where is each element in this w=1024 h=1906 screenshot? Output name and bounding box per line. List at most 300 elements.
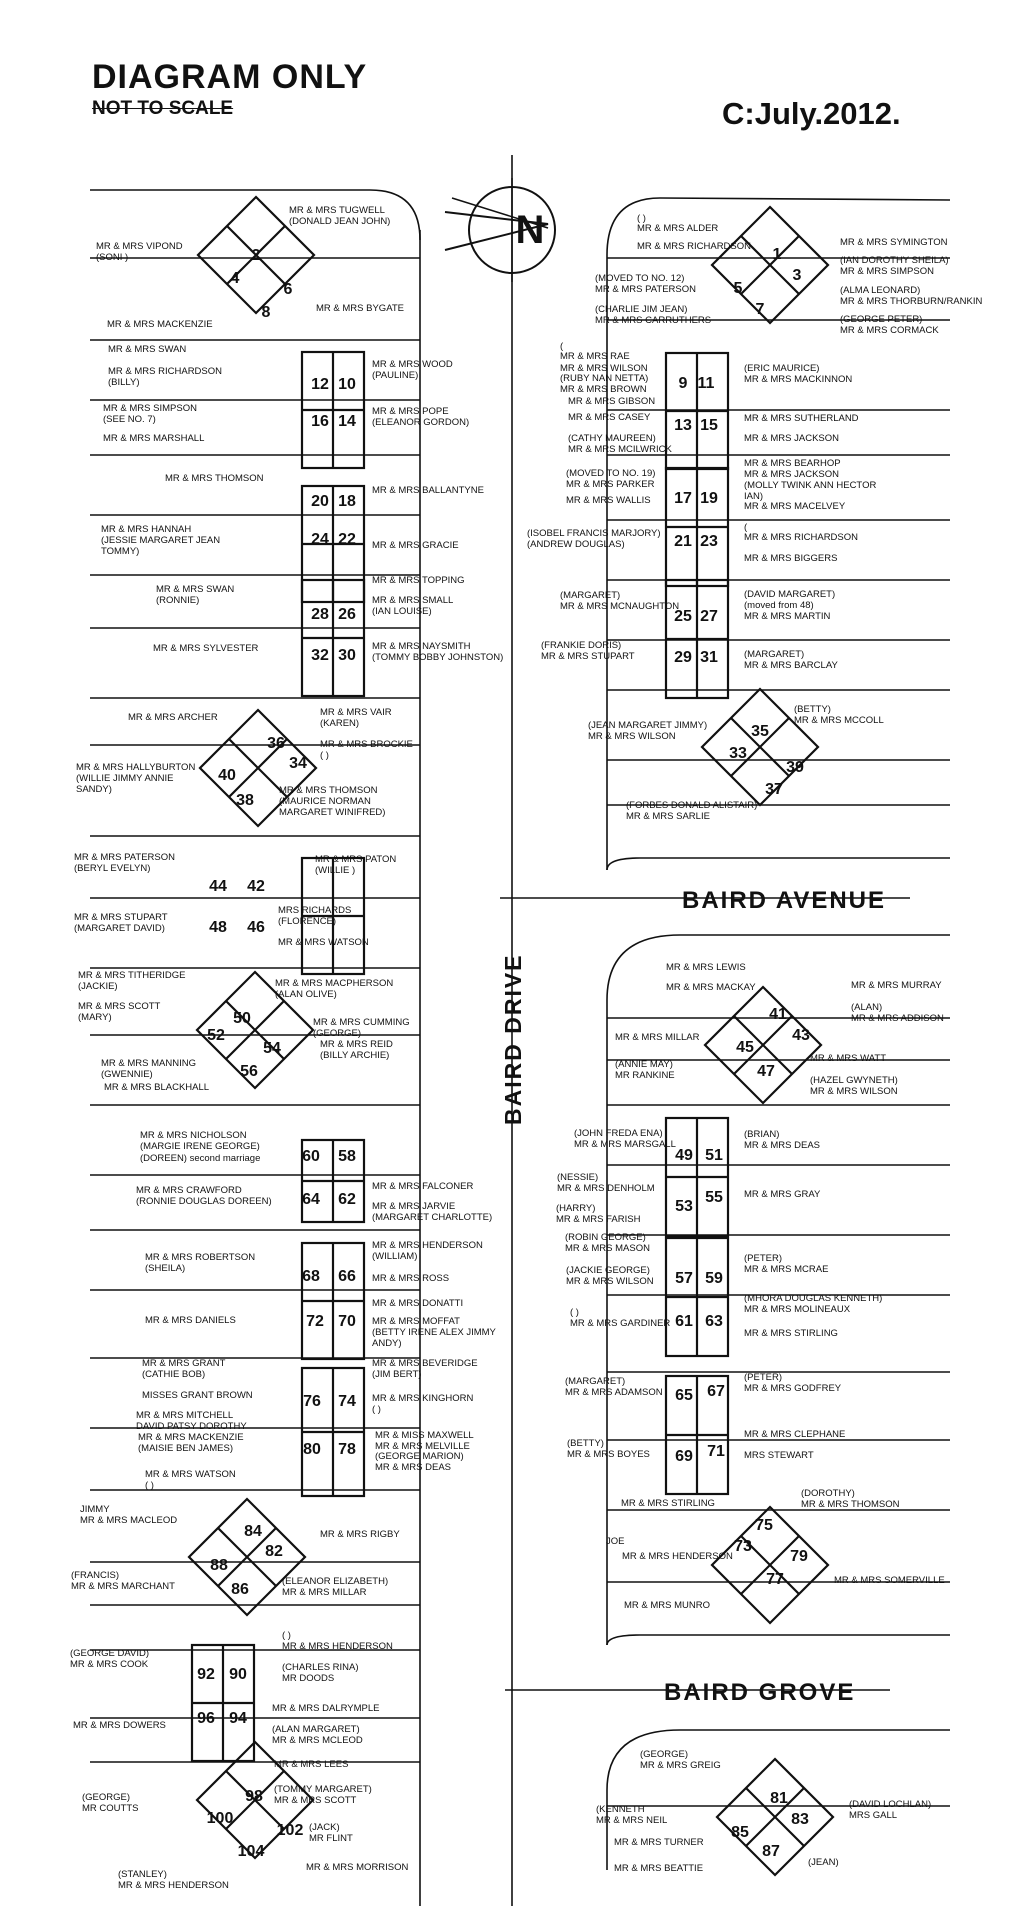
house-number: 12	[311, 376, 329, 393]
resident-label: MR & MRS CASEY	[568, 412, 651, 423]
resident-label: MR RANKINE	[615, 1070, 675, 1081]
resident-label: (MARY)	[78, 1012, 112, 1023]
resident-label: (HARRY)	[556, 1203, 596, 1214]
resident-label: MR & MISS MAXWELL	[375, 1430, 474, 1441]
resident-label: MR & MRS MARTIN	[744, 611, 831, 622]
house-number: 16	[311, 413, 329, 430]
resident-label: ( )	[145, 1480, 154, 1491]
resident-label: (ELEANOR GORDON)	[372, 417, 470, 428]
house-number: 36	[267, 735, 285, 752]
house-block-semi	[192, 1645, 254, 1761]
resident-label: MR & MRS DANIELS	[145, 1315, 236, 1326]
resident-label: (GEORGE DAVID)	[70, 1648, 149, 1659]
resident-label: (NESSIE)	[557, 1172, 599, 1183]
resident-label: (ALAN OLIVE)	[275, 989, 337, 1000]
resident-label: MR & MRS STUPART	[541, 651, 635, 662]
resident-label: MR & MRS KINGHORN	[372, 1393, 474, 1404]
resident-label: (moved from 48)	[744, 600, 814, 611]
resident-label: MR & MRS CARRUTHERS	[595, 315, 712, 326]
resident-label: MR & MRS DEAS	[375, 1462, 452, 1473]
resident-label: MR & MRS JACKSON	[744, 433, 840, 444]
house-number: 55	[705, 1189, 723, 1206]
house-number: 18	[338, 493, 356, 510]
resident-label: (JOHN FREDA ENA)	[574, 1128, 663, 1139]
resident-label: MR & MRS BEATTIE	[614, 1863, 704, 1874]
house-number: 69	[675, 1448, 693, 1465]
house-number: 98	[245, 1788, 263, 1805]
resident-label: MR & MRS VIPOND	[96, 241, 183, 252]
house-number: 7	[755, 301, 765, 318]
resident-label: (JIM BERT)	[372, 1369, 422, 1380]
resident-label: MR & MRS BOYES	[567, 1449, 650, 1460]
house-number: 65	[675, 1387, 693, 1404]
house-number: 94	[229, 1710, 247, 1727]
resident-label: MR & MRS MILLAR	[615, 1032, 700, 1043]
resident-label: (BETTY IRENE ALEX JIMMY	[372, 1327, 496, 1338]
resident-label: MR & MRS MACELVEY	[744, 501, 846, 512]
house-number: 22	[338, 531, 356, 548]
resident-label: (BILLY)	[108, 377, 140, 388]
house-number: 87	[762, 1843, 780, 1860]
resident-label: MR & MRS HENDERSON	[118, 1880, 229, 1891]
house-block-semi	[666, 1238, 728, 1356]
diagram-title: DIAGRAM ONLY	[92, 58, 368, 96]
resident-label: (DONALD JEAN JOHN)	[289, 216, 391, 227]
resident-label: MR & MRS MACKAY	[666, 982, 756, 993]
house-number: 15	[700, 417, 718, 434]
resident-label: (BETTY)	[794, 704, 831, 715]
house-number: 53	[675, 1198, 693, 1215]
resident-label: MR & MRS MUNRO	[624, 1600, 711, 1611]
resident-label: MARGARET WINIFRED)	[279, 807, 386, 818]
resident-label: SANDY)	[76, 784, 112, 795]
house-number: 74	[338, 1393, 356, 1410]
resident-label: MR & MRS THOMSON	[165, 473, 264, 484]
house-number: 13	[674, 417, 692, 434]
house-block-semi	[666, 580, 728, 698]
resident-label: MR & MRS BEVERIDGE	[372, 1358, 478, 1369]
resident-label: MR & MRS WATSON	[278, 937, 369, 948]
house-number: 54	[263, 1040, 281, 1057]
resident-label: (ALMA LEONARD)	[840, 285, 921, 296]
resident-label: MR & MRS DOWERS	[73, 1720, 166, 1731]
resident-label: MR & MRS JACKSON	[744, 469, 840, 480]
resident-label: MR DOODS	[282, 1673, 335, 1684]
resident-label: MR & MRS HENDERSON	[622, 1551, 733, 1562]
resident-label: MR & MRS MITCHELL	[136, 1410, 234, 1421]
house-number: 56	[240, 1063, 258, 1080]
house-number: 47	[757, 1063, 775, 1080]
house-number: 21	[674, 533, 692, 550]
resident-label: (WILLIE JIMMY ANNIE	[76, 773, 174, 784]
house-number: 43	[792, 1027, 810, 1044]
house-number: 90	[229, 1666, 247, 1683]
resident-label: (MOVED TO NO. 12)	[595, 273, 685, 284]
resident-label: MR & MRS SWAN	[108, 344, 187, 355]
resident-label: (IAN LOUISE)	[372, 606, 432, 617]
resident-label: (MARGIE IRENE GEORGE)	[140, 1141, 260, 1152]
resident-label: MRS STEWART	[744, 1450, 814, 1461]
house-number: 11	[697, 375, 715, 392]
resident-label: ( )	[320, 750, 329, 761]
resident-label: MR & MRS MCCOLL	[794, 715, 884, 726]
house-number: 33	[729, 745, 747, 762]
resident-label: (BRIAN)	[744, 1129, 780, 1140]
resident-label: (KENNETH	[596, 1804, 645, 1815]
resident-label: (CHARLES RINA)	[282, 1662, 359, 1673]
resident-label: (SHEILA)	[145, 1263, 186, 1274]
resident-label: MR & MRS HENDERSON	[372, 1240, 483, 1251]
resident-label: (MARGARET DAVID)	[74, 923, 165, 934]
resident-label: MR & MRS GRANT	[142, 1358, 226, 1369]
house-number: 63	[705, 1313, 723, 1330]
house-block-semi	[302, 1243, 364, 1359]
resident-label: MR & MRS NAYSMITH	[372, 641, 471, 652]
house-number: 14	[338, 413, 356, 430]
resident-label: (JACK)	[309, 1822, 340, 1833]
house-block-diamond	[712, 207, 828, 323]
house-number: 104	[237, 1843, 265, 1860]
house-number: 45	[736, 1039, 754, 1056]
resident-label: (BETTY)	[567, 1438, 604, 1449]
resident-label: MR & MRS PATON	[315, 854, 397, 865]
resident-label: MR & MRS MCILWRICK	[568, 444, 672, 455]
resident-label: MR & MRS DALRYMPLE	[272, 1703, 380, 1714]
resident-label: DAVID PATSY DOROTHY	[136, 1421, 247, 1432]
resident-label: MR & MRS WALLIS	[566, 495, 651, 506]
resident-label: (DOROTHY)	[801, 1488, 855, 1499]
house-number: 38	[236, 792, 254, 809]
house-number: 19	[700, 490, 718, 507]
house-number: 86	[231, 1581, 249, 1598]
house-number: 83	[791, 1811, 809, 1828]
resident-label: (MAURICE NORMAN	[279, 796, 371, 807]
resident-label: MR & MRS PATERSON	[74, 852, 175, 863]
house-number: 25	[674, 608, 692, 625]
resident-label: MR & MRS HENDERSON	[282, 1641, 393, 1652]
house-number: 37	[765, 781, 783, 798]
resident-label: (PETER)	[744, 1372, 782, 1383]
resident-label: MR & MRS BLACKHALL	[104, 1082, 210, 1093]
house-number: 34	[289, 755, 307, 772]
resident-label: MR & MRS TOPPING	[372, 575, 465, 586]
resident-label: MR & MRS FALCONER	[372, 1181, 474, 1192]
resident-label: ( )	[570, 1307, 579, 1318]
resident-label: IAN)	[744, 491, 763, 502]
resident-label: MR & MRS WILSON	[566, 1276, 654, 1287]
resident-label: MR & MRS SYLVESTER	[153, 643, 259, 654]
resident-label: MR & MRS SYMINGTON	[840, 237, 948, 248]
resident-label: (PAULINE)	[372, 370, 419, 381]
resident-label: MR & MRS STIRLING	[621, 1498, 715, 1509]
resident-label: (GEORGE PETER)	[840, 314, 923, 325]
resident-label: MR & MRS DENHOLM	[557, 1183, 655, 1194]
house-number: 88	[210, 1557, 228, 1574]
resident-label: (RONNIE DOUGLAS DOREEN)	[136, 1196, 272, 1207]
resident-label: (MARGARET)	[744, 649, 805, 660]
resident-label: (MAISIE BEN JAMES)	[138, 1443, 234, 1454]
resident-label: (CATHIE BOB)	[142, 1369, 206, 1380]
resident-label: (FRANKIE DORIS)	[541, 640, 622, 651]
resident-label: (DAVID LOCHLAN)	[849, 1799, 932, 1810]
house-number: 72	[306, 1313, 324, 1330]
resident-label: (GEORGE)	[313, 1028, 362, 1039]
house-number: 50	[233, 1010, 251, 1027]
house-number: 79	[790, 1548, 808, 1565]
resident-label: (FLORENCE)	[278, 916, 337, 927]
resident-label: (DOREEN) second marriage	[140, 1153, 261, 1164]
house-number: 82	[265, 1543, 283, 1560]
resident-label: MR & MRS NICHOLSON	[140, 1130, 247, 1141]
resident-label: (ERIC MAURICE)	[744, 363, 820, 374]
house-number: 57	[675, 1270, 693, 1287]
resident-label: (RONNIE)	[156, 595, 200, 606]
date-label: C:July.2012.	[722, 96, 901, 131]
scale-note: NOT TO SCALE	[92, 98, 234, 119]
house-number: 49	[675, 1147, 693, 1164]
house-number: 61	[675, 1313, 693, 1330]
resident-label: MR & MRS RICHARDSON	[637, 241, 752, 252]
resident-label: MR & MRS BROCKIE	[320, 739, 413, 750]
house-number: 42	[247, 878, 265, 895]
resident-label: (ELEANOR ELIZABETH)	[282, 1576, 389, 1587]
resident-label: MR & MRS MARCHANT	[71, 1581, 175, 1592]
resident-label: MR & MRS WILSON	[810, 1086, 898, 1097]
resident-label: (BERYL EVELYN)	[74, 863, 151, 874]
resident-label: (JEAN)	[808, 1857, 839, 1868]
resident-label: MR & MRS BROWN	[560, 384, 647, 395]
resident-label: MR & MRS MACKINNON	[744, 374, 853, 385]
resident-label: MR & MRS CRAWFORD	[136, 1185, 242, 1196]
house-number: 100	[206, 1810, 234, 1827]
resident-label: MR & MRS SARLIE	[626, 811, 710, 822]
resident-label: (HAZEL GWYNETH)	[810, 1075, 898, 1086]
resident-label: MR & MRS MARSHALL	[103, 433, 205, 444]
resident-label: MR & MRS THORBURN/RANKIN	[840, 296, 983, 307]
resident-label: MR & MRS MCLEOD	[272, 1735, 363, 1746]
resident-label: MR & MRS JARVIE	[372, 1201, 456, 1212]
resident-label: MR & MRS BIGGERS	[744, 553, 838, 564]
house-number: 40	[218, 767, 236, 784]
resident-label: (JEAN MARGARET JIMMY)	[588, 720, 708, 731]
resident-label: MR & MRS GREIG	[640, 1760, 721, 1771]
resident-label: MISSES GRANT BROWN	[142, 1390, 253, 1401]
resident-label: MR & MRS SIMPSON	[840, 266, 934, 277]
house-number: 48	[209, 919, 227, 936]
resident-label: MR & MRS TUGWELL	[289, 205, 385, 216]
resident-label: (GEORGE)	[82, 1792, 131, 1803]
resident-label: (MARGARET CHARLOTTE)	[372, 1212, 493, 1223]
resident-label: MR & MRS MCNAUGHTON	[560, 601, 680, 612]
resident-label: (JACKIE)	[78, 981, 118, 992]
house-number: 41	[769, 1006, 787, 1023]
resident-label: MR & MRS MOLINEAUX	[744, 1304, 851, 1315]
resident-label: (MOLLY TWINK ANN HECTOR	[744, 480, 877, 491]
house-number: 85	[731, 1824, 749, 1841]
resident-label: MR & MRS WOOD	[372, 359, 453, 370]
resident-label: MR & MRS HALLYBURTON	[76, 762, 196, 773]
resident-label: (DAVID MARGARET)	[744, 589, 836, 600]
house-block-semi	[666, 353, 728, 469]
resident-label: (GWENNIE)	[101, 1069, 153, 1080]
house-number: 84	[244, 1523, 262, 1540]
resident-label: MR & MRS STUPART	[74, 912, 168, 923]
resident-label: (MARGARET)	[560, 590, 621, 601]
resident-label: MR & MRS GIBSON	[568, 396, 656, 407]
resident-label: MR & MRS CORMACK	[840, 325, 939, 336]
house-block-semi	[302, 1368, 364, 1496]
resident-label: MR & MRS MOFFAT	[372, 1316, 460, 1327]
resident-label: (ANNIE MAY)	[615, 1059, 673, 1070]
compass-north-letter: N	[515, 208, 545, 252]
house-number: 81	[770, 1790, 788, 1807]
resident-label: MR & MRS ARCHER	[128, 712, 218, 723]
resident-label: MR & MRS GRACIE	[372, 540, 459, 551]
house-number: 70	[338, 1313, 356, 1330]
resident-label: (GEORGE)	[640, 1749, 689, 1760]
resident-label: MR & MRS RICHARDSON	[744, 532, 859, 543]
resident-label: MR & MRS MORRISON	[306, 1862, 409, 1873]
resident-label: MR & MRS BARCLAY	[744, 660, 838, 671]
house-number: 78	[338, 1441, 356, 1458]
house-number: 66	[338, 1268, 356, 1285]
resident-label: (WILLIAM)	[372, 1251, 418, 1262]
resident-label: MR & MRS BEARHOP	[744, 458, 841, 469]
resident-label: MR & MRS THOMSON	[279, 785, 378, 796]
house-number: 26	[338, 606, 356, 623]
resident-label: ( )	[637, 213, 646, 224]
house-number: 39	[786, 759, 804, 776]
resident-label: MR & MRS RICHARDSON	[108, 366, 223, 377]
resident-label: MRS GALL	[849, 1810, 898, 1821]
resident-label: MR & MRS SOMERVILLE	[834, 1575, 945, 1586]
resident-label: MR & MRS GRAY	[744, 1189, 821, 1200]
resident-label: MR & MRS TURNER	[614, 1837, 704, 1848]
resident-label: (FRANCIS)	[71, 1570, 120, 1581]
resident-label: MR & MRS VAIR	[320, 707, 392, 718]
street-label-baird-grove: BAIRD GROVE	[664, 1679, 856, 1706]
house-number: 23	[700, 533, 718, 550]
resident-label: MR & MRS STIRLING	[744, 1328, 838, 1339]
resident-label: MR & MRS MACPHERSON	[275, 978, 394, 989]
house-number: 71	[707, 1443, 725, 1460]
resident-label: MR COUTTS	[82, 1803, 139, 1814]
resident-label: (MOVED TO NO. 19)	[566, 468, 656, 479]
resident-label: (ALAN MARGARET)	[272, 1724, 360, 1735]
house-number: 68	[302, 1268, 320, 1285]
house-number: 62	[338, 1191, 356, 1208]
resident-label: MR & MRS LEES	[274, 1759, 349, 1770]
house-number: 30	[338, 647, 356, 664]
house-number: 58	[338, 1148, 356, 1165]
resident-label: MR & MRS DONATTI	[372, 1298, 464, 1309]
resident-label: MR & MRS PATERSON	[595, 284, 696, 295]
resident-label: (PETER)	[744, 1253, 782, 1264]
resident-label: MR & MRS RIGBY	[320, 1529, 400, 1540]
resident-label: ANDY)	[372, 1338, 402, 1349]
house-block-semi	[666, 468, 728, 586]
resident-label: MR & MRS SIMPSON	[103, 403, 197, 414]
house-number: 6	[283, 281, 293, 298]
resident-label: MR & MRS BALLANTYNE	[372, 485, 484, 496]
resident-label: MR & MRS REID	[320, 1039, 393, 1050]
resident-label: TOMMY)	[101, 546, 140, 557]
resident-label: MR & MRS MASON	[565, 1243, 650, 1254]
resident-label: ( )	[282, 1630, 291, 1641]
house-number: 32	[311, 647, 329, 664]
house-number: 51	[705, 1147, 723, 1164]
resident-label: MR & MRS WILSON	[588, 731, 676, 742]
resident-label: (CHARLIE JIM JEAN)	[595, 304, 688, 315]
resident-label: MR & MRS MARSGALL	[574, 1139, 676, 1150]
house-number: 10	[338, 376, 356, 393]
resident-label: MR & MRS MELVILLE	[375, 1441, 470, 1452]
house-number: 5	[733, 280, 743, 297]
resident-label: MR & MRS THOMSON	[801, 1499, 900, 1510]
resident-label: MR & MRS PARKER	[566, 479, 655, 490]
house-number: 9	[678, 375, 688, 392]
resident-label: MR & MRS POPE	[372, 406, 449, 417]
resident-label: MR & MRS MURRAY	[851, 980, 942, 991]
resident-label: MR & MRS CLEPHANE	[744, 1429, 846, 1440]
resident-label: (IAN DOROTHY SHEILA)	[840, 255, 949, 266]
resident-label: MR & MRS WILSON	[560, 363, 648, 374]
resident-label: MR FLINT	[309, 1833, 353, 1844]
resident-label: MR & MRS MACKENZIE	[138, 1432, 244, 1443]
house-number: 8	[261, 304, 271, 321]
house-number: 2	[251, 247, 261, 264]
resident-label: MR & MRS SUTHERLAND	[744, 413, 859, 424]
resident-label: MR & MRS CUMMING	[313, 1017, 410, 1028]
house-number: 64	[302, 1191, 320, 1208]
house-block-semi	[302, 580, 364, 696]
house-number: 46	[247, 919, 265, 936]
resident-label: MR & MRS WATSON	[145, 1469, 236, 1480]
resident-label: MR & MRS SMALL	[372, 595, 454, 606]
resident-label: (ISOBEL FRANCIS MARJORY)	[527, 528, 661, 539]
house-number: 67	[707, 1383, 725, 1400]
resident-label: JIMMY	[80, 1504, 110, 1515]
house-number: 75	[755, 1517, 773, 1534]
resident-label: (ROBIN GEORGE)	[565, 1232, 646, 1243]
house-number: 29	[674, 649, 692, 666]
resident-label: (JACKIE GEORGE)	[566, 1265, 650, 1276]
house-number: 60	[302, 1148, 320, 1165]
house-number: 31	[700, 649, 718, 666]
resident-label: (MHORA DOUGLAS KENNETH)	[744, 1293, 883, 1304]
resident-label: MR & MRS MCRAE	[744, 1264, 829, 1275]
resident-label: MR & MRS WATT	[810, 1053, 886, 1064]
resident-label: (	[744, 522, 748, 533]
resident-label: (BILLY ARCHIE)	[320, 1050, 390, 1061]
house-number: 28	[311, 606, 329, 623]
house-number: 3	[792, 267, 802, 284]
resident-label: (SEE NO. 7)	[103, 414, 156, 425]
resident-label: MR & MRS ADAMSON	[565, 1387, 663, 1398]
resident-label: MR & MRS ADDISON	[851, 1013, 944, 1024]
resident-label: MR & MRS MACLEOD	[80, 1515, 178, 1526]
house-number: 1	[772, 246, 782, 263]
resident-label: (STANLEY)	[118, 1869, 167, 1880]
resident-label: MR & MRS SWAN	[156, 584, 235, 595]
street-label-baird-drive: BAIRD DRIVE	[500, 953, 526, 1125]
resident-label: MR & MRS ROBERTSON	[145, 1252, 256, 1263]
resident-label: (FORBES DONALD ALISTAIR)	[626, 800, 758, 811]
resident-label: MR & MRS ALDER	[637, 223, 719, 234]
house-number: 20	[311, 493, 329, 510]
resident-label: MR & MRS BYGATE	[316, 303, 404, 314]
resident-label: MR & MRS ROSS	[372, 1273, 450, 1284]
